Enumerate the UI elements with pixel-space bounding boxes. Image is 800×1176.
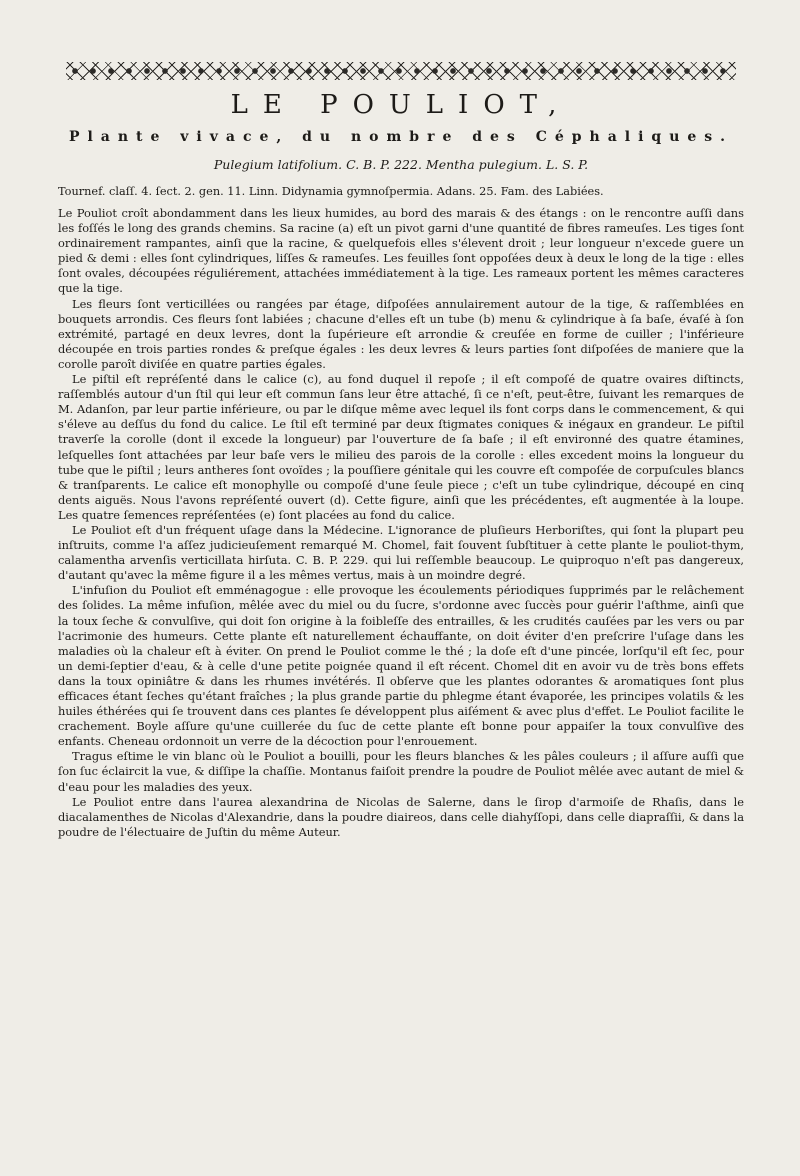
page-title: LE POULIOT, (230, 90, 572, 120)
paragraph-2: Les fleurs ſont verticillées ou rangées par étage, diſpoſées annulairement autour de la tige, & raſſemblées en bouquets arrondis. Ces fleurs ſont labiées ; chacune d'elles eſt un tube (b) menu & cylindrique à ſa baſe, évaſé à ſon extrémité, partagé en deux levres, dont la ſupérieure eſt arrondie & creuſée en forme de cuiller ; l'inférieure découpée en trois parties rondes & preſque égales : les deux levres & leurs parties ſont diſpoſées de maniere que la corolle paroît diviſée en quatre parties égales. (58, 296, 744, 371)
paragraph-4: Le Pouliot eſt d'un fréquent uſage dans la Médecine. L'ignorance de pluſieurs Herboriſtes, qui ſont la plupart peu inſtruits, comme l'a aſſez judicieuſement remarqué M. Chomel, fait ſouvent ſubſtituer à cette plante le pouliot-thym, calamentha arvenſis verticillata hirſuta. C. B. P. 229. qui lui reſſemble beaucoup. Le quiproquo n'eſt pas dangereux, d'autant qu'avec la même figure il a les mêmes vertus, mais à un moindre degré. (58, 522, 744, 583)
paragraph-1: Le Pouliot croît abondamment dans les lieux humides, au bord des marais & des étangs : on le rencontre auſſi dans les foſſés le long des grands chemins. Sa racine (a) eſt un pivot garni d'une quantité de fibres rameuſes. Les tiges ſont ordinairement rampantes, ainſi que la racine, & quelquefois elles s'élevent droit ; leur longueur n'excede guere un pied & demi : elles ſont cylindriques, liſſes & rameuſes. Les feuilles ſont oppoſées deux à deux le long de la tige : elles ſont ovales, découpées réguliérement, attachées immédiatement à la tige. Les rameaux portent les mêmes caracteres que la tige. (58, 206, 744, 296)
paragraph-3: Le piſtil eſt repréſenté dans le calice (c), au fond duquel il repoſe ; il eſt compoſé de quatre ovaires diſtincts, raſſemblés autour d'un ſtil qui leur eſt commun ſans leur être attaché, ſi ce n'eſt, peut-être, ſuivant les remarques de M. Adanſon, par leur partie inférieure, ou par le diſque même avec lequel ils font corps dans le commencement, & qui s'éleve au deſſus du fond du calice. Le ſtil eſt terminé par deux ſtigmates coniques & inégaux en grandeur. Le piſtil traverſe la corolle (dont il excede la longueur) par l'ouverture de ſa baſe ; il eſt environné des quatre étamines, leſquelles ſont attachées par leur baſe vers le milieu des parois de la corolle : elles excedent moins la longueur du tube que le piſtil ; leurs antheres ſont ovoïdes ; la pouſſiere génitale qui les couvre eſt compoſée de corpuſcules blancs & tranſparents. Le calice eſt monophylle ou compoſé d'une ſeule piece ; c'eſt un tube cylindrique, découpé en cinq dents aiguës. Nous l'avons repréſenté ouvert (d). Cette figure, ainſi que les précédentes, eſt augmentée à la loupe. Les quatre ſemences repréſentées (e) ſont placées au fond du calice. (58, 372, 744, 522)
page-subtitle: Plante vivace, du nombre des Céphaliques. (68, 129, 734, 145)
classification-line: Tournef. claſſ. 4. ſect. 2. gen. 11. Linn. Didynamia gymnoſpermia. Adans. 25. Fam. des Labiées. (58, 185, 604, 198)
paragraph-7: Le Pouliot entre dans l'aurea alexandrina de Nicolas de Salerne, dans le ſirop d'armoiſe de Rhaſis, dans le diacalamenthes de Nicolas d'Alexandrie, dans la poudre diaireos, dans celle diahyſſopi, dans celle diapraſſii, & dans la poudre de l'électuaire de Juſtin du même Auteur. (58, 794, 744, 839)
decorative-header-border (66, 62, 736, 80)
paragraph-5: L'infuſion du Pouliot eſt emménagogue : elle provoque les écoulements périodiques ſupprimés par le relâchement des ſolides. La même infuſion, mêlée avec du miel ou du ſucre, s'ordonne avec ſuccès pour guérir l'aſthme, ainſi que la toux ſeche & convulſive, qui doit ſon origine à la foibleſſe des entrailles, & les crudités cauſées par les vers ou par l'acrimonie des humeurs. Cette plante eſt naturellement échauffante, on doit éviter d'en preſcrire l'uſage dans les maladies où la chaleur eſt à éviter. On prend le Pouliot comme le thé ; la doſe eſt d'une pincée, lorſqu'il eſt ſec, pour un demi-ſeptier d'eau, & à celle d'une petite poignée quand il eſt récent. Chomel dit en avoir vu de très bons effets dans la toux opiniâtre & dans les rhumes invétérés. Il obſerve que les plantes odorantes & aromatiques ſont plus efficaces étant ſeches qu'étant fraîches ; la plus grande partie du phlegme étant évaporée, les principes volatils & les huiles éthérées qui ſe trouvent dans ces plantes ſe développent plus aiſément & avec plus d'effet. Le Pouliot facilite le crachement. Boyle aſſure qu'une cuillerée du ſuc de cette plante eſt bonne pour appaiſer la toux convulſive des enfants. Cheneau ordonnoit un verre de la décoction pour l'enrouement. (58, 583, 744, 749)
paragraph-6: Tragus eſtime le vin blanc où le Pouliot a bouilli, pour les fleurs blanches & les pâles couleurs ; il aſſure auſſi que ſon ſuc éclaircit la vue, & diſſipe la chaſſie. Montanus faiſoit prendre la poudre de Pouliot mêlée avec autant de miel & d'eau pour les maladies des yeux. (58, 749, 744, 794)
latin-name: Pulegium latifolium. C. B. P. 222. Mentha pulegium. L. S. P. (213, 157, 589, 172)
